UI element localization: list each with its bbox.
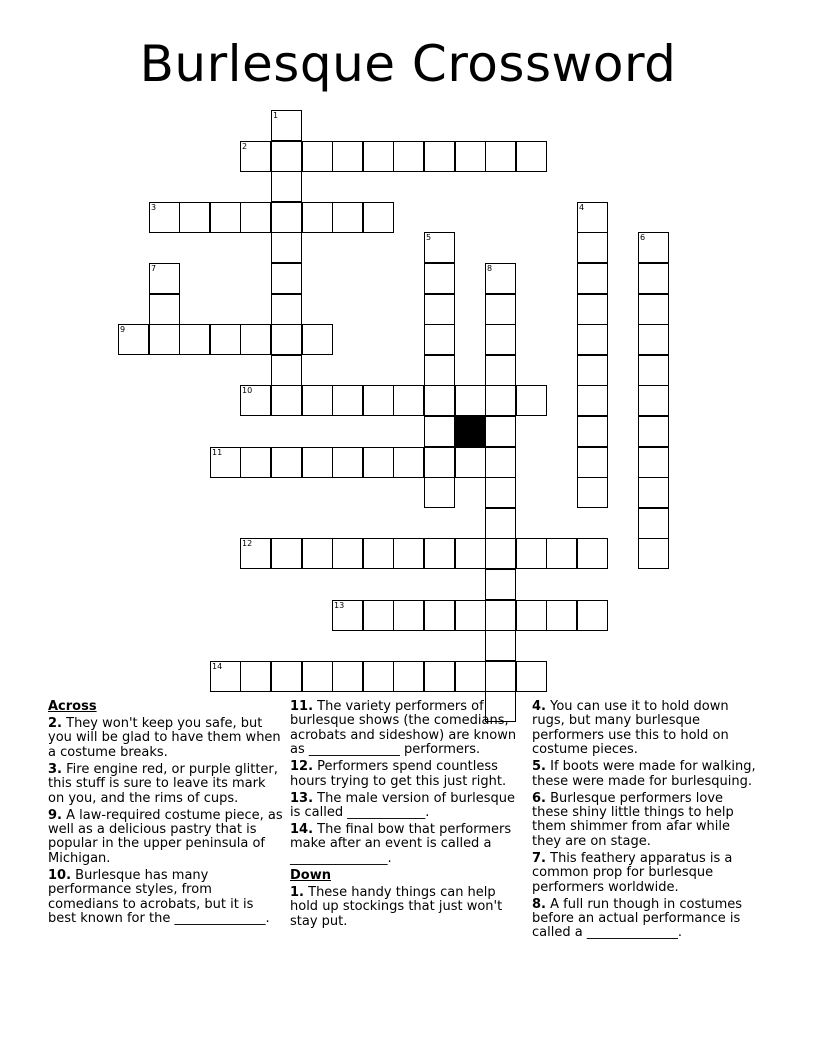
- clue-down-1: 1. These handy things can help hold up stockings that just won't stay put.: [290, 884, 503, 929]
- clue-number: 10: [242, 386, 253, 395]
- grid-cell[interactable]: [485, 508, 516, 539]
- grid-cell[interactable]: [363, 447, 394, 478]
- grid-cell[interactable]: [302, 385, 333, 416]
- grid-cell[interactable]: [363, 202, 394, 233]
- grid-cell[interactable]: [240, 202, 271, 233]
- grid-cell[interactable]: [424, 263, 455, 294]
- grid-cell[interactable]: [363, 538, 394, 569]
- grid-cell[interactable]: [271, 385, 302, 416]
- clue-number: 1: [273, 111, 279, 120]
- grid-cell[interactable]: [118, 324, 149, 355]
- clue-down-8: 8. A full run though in costumes before an actual performance is called a ______________.: [532, 896, 743, 941]
- grid-cell[interactable]: [577, 294, 608, 325]
- grid-cell[interactable]: [302, 661, 333, 692]
- grid-cell[interactable]: [577, 538, 608, 569]
- grid-cell[interactable]: [332, 661, 363, 692]
- grid-cell[interactable]: [240, 538, 271, 569]
- grid-cell[interactable]: [516, 385, 547, 416]
- clue-number: 5: [426, 233, 432, 242]
- grid-cell[interactable]: [271, 324, 302, 355]
- grid-cell[interactable]: [240, 141, 271, 172]
- grid-cell[interactable]: [271, 232, 302, 263]
- grid-cell[interactable]: [393, 600, 424, 631]
- grid-cell[interactable]: [424, 477, 455, 508]
- grid-cell[interactable]: [638, 477, 669, 508]
- grid-cell[interactable]: [210, 324, 241, 355]
- grid-cell[interactable]: [638, 355, 669, 386]
- grid-cell[interactable]: [271, 263, 302, 294]
- grid-cell[interactable]: [424, 600, 455, 631]
- clue-number: 3: [151, 203, 157, 212]
- grid-cell[interactable]: [424, 355, 455, 386]
- grid-cell[interactable]: [485, 661, 516, 692]
- grid-cell[interactable]: [363, 141, 394, 172]
- grid-cell[interactable]: [485, 630, 516, 661]
- grid-cell[interactable]: [393, 141, 424, 172]
- grid-cell[interactable]: [638, 538, 669, 569]
- grid-cell[interactable]: [149, 202, 180, 233]
- clues-column-1: [48, 700, 284, 929]
- grid-cell[interactable]: [302, 447, 333, 478]
- grid-cell[interactable]: [485, 294, 516, 325]
- clue-down-5: 5. If boots were made for walking, these were made for burlesquing.: [532, 759, 756, 789]
- down-heading: Down: [290, 867, 331, 883]
- clue-number: 7: [151, 264, 157, 273]
- clue-across-11: 11. The variety performers of burlesque shows (the comedians, acrobats and sideshow) are known as ______________ performers.: [290, 699, 517, 758]
- grid-cell[interactable]: [240, 385, 271, 416]
- grid-cell[interactable]: [363, 385, 394, 416]
- clue-number: 6: [640, 233, 646, 242]
- grid-cell[interactable]: [149, 263, 180, 294]
- grid-cell[interactable]: [424, 538, 455, 569]
- grid-cell[interactable]: [577, 263, 608, 294]
- grid-cell[interactable]: [485, 416, 516, 447]
- grid-cell[interactable]: [271, 661, 302, 692]
- grid-cell[interactable]: [546, 600, 577, 631]
- grid-cell[interactable]: [455, 447, 486, 478]
- grid-cell[interactable]: [577, 324, 608, 355]
- grid-cell[interactable]: [210, 447, 241, 478]
- clue-number: 11: [212, 448, 223, 457]
- grid-cell[interactable]: [393, 538, 424, 569]
- grid-cell[interactable]: [210, 661, 241, 692]
- grid-cell[interactable]: [424, 385, 455, 416]
- grid-cell[interactable]: [363, 661, 394, 692]
- grid-cell[interactable]: [302, 202, 333, 233]
- grid-cell[interactable]: [455, 661, 486, 692]
- grid-cell[interactable]: [393, 661, 424, 692]
- clue-number: 8: [487, 264, 493, 273]
- grid-cell[interactable]: [302, 538, 333, 569]
- grid-cell[interactable]: [455, 538, 486, 569]
- grid-cell[interactable]: [393, 447, 424, 478]
- grid-cell[interactable]: [577, 416, 608, 447]
- grid-cell[interactable]: [149, 294, 180, 325]
- clue-across-3: 3. Fire engine red, or purple glitter, this stuff is sure to leave its mark on you, and the rims of cups.: [48, 761, 278, 806]
- grid-cell[interactable]: [363, 600, 394, 631]
- grid-cell[interactable]: [332, 385, 363, 416]
- grid-cell[interactable]: [485, 569, 516, 600]
- grid-cell[interactable]: [271, 110, 302, 141]
- grid-cell[interactable]: [638, 385, 669, 416]
- grid-cell[interactable]: [516, 600, 547, 631]
- clue-number: 2: [242, 142, 248, 151]
- grid-cell[interactable]: [240, 661, 271, 692]
- grid-cell[interactable]: [638, 263, 669, 294]
- grid-cell[interactable]: [485, 538, 516, 569]
- clue-down-7: 7. This feathery apparatus is a common prop for burlesque performers worldwide.: [532, 850, 733, 895]
- grid-cell[interactable]: [210, 202, 241, 233]
- grid-cell[interactable]: [638, 447, 669, 478]
- grid-cell[interactable]: [577, 447, 608, 478]
- grid-cell[interactable]: [485, 477, 516, 508]
- grid-cell[interactable]: [485, 385, 516, 416]
- grid-cell[interactable]: [638, 508, 669, 539]
- grid-cell[interactable]: [577, 600, 608, 631]
- grid-cell[interactable]: [577, 202, 608, 233]
- grid-cell[interactable]: [424, 324, 455, 355]
- grid-cell[interactable]: [271, 538, 302, 569]
- grid-cell[interactable]: [485, 324, 516, 355]
- grid-cell[interactable]: [455, 385, 486, 416]
- clue-across-9: 9. A law-required costume piece, as well as a delicious pastry that is popular in the upper peninsula of Michigan.: [48, 807, 283, 866]
- grid-cell[interactable]: [240, 324, 271, 355]
- grid-cell[interactable]: [638, 416, 669, 447]
- clue-across-14: 14. The final bow that performers make after an event is called a _______________.: [290, 822, 512, 866]
- grid-cell[interactable]: [485, 263, 516, 294]
- grid-cell[interactable]: [332, 600, 363, 631]
- grid-cell[interactable]: [485, 600, 516, 631]
- grid-cell[interactable]: [516, 661, 547, 692]
- grid-cell[interactable]: [485, 447, 516, 478]
- grid-cell[interactable]: [424, 294, 455, 325]
- clue-number: 12: [242, 539, 253, 548]
- clue-across-2: 2. They won't keep you safe, but you will be glad to have them when a costume breaks.: [48, 716, 281, 760]
- grid-cell[interactable]: [271, 447, 302, 478]
- clue-down-4: 4. You can use it to hold down rugs, but many burlesque performers use this to hold on costume pieces.: [532, 699, 729, 758]
- grid-cell[interactable]: [516, 538, 547, 569]
- grid-cell[interactable]: [455, 141, 486, 172]
- grid-cell[interactable]: [577, 385, 608, 416]
- grid-cell[interactable]: [455, 600, 486, 631]
- grid-cell[interactable]: [271, 355, 302, 386]
- clue-number: 14: [212, 662, 223, 671]
- grid-cell[interactable]: [179, 324, 210, 355]
- grid-cell[interactable]: [271, 141, 302, 172]
- clue-down-6: 6. Burlesque performers love these shiny little things to help them shimmer from afar while they are on stage.: [532, 790, 734, 849]
- grid-cell[interactable]: [332, 141, 363, 172]
- grid-cell[interactable]: [546, 538, 577, 569]
- clue-across-12: 12. Performers spend countless hours trying to get this just right.: [290, 759, 507, 789]
- grid-cell[interactable]: [393, 385, 424, 416]
- black-cell: [455, 416, 486, 447]
- grid-cell[interactable]: [332, 202, 363, 233]
- clues-column-3: [532, 700, 758, 943]
- grid-cell[interactable]: [424, 447, 455, 478]
- clue-number: 4: [579, 203, 585, 212]
- grid-cell[interactable]: [424, 661, 455, 692]
- clue-across-13: 13. The male version of burlesque is called ____________.: [290, 790, 515, 821]
- grid-cell[interactable]: [424, 232, 455, 263]
- grid-cell[interactable]: [240, 447, 271, 478]
- grid-cell[interactable]: [485, 141, 516, 172]
- grid-cell[interactable]: [179, 202, 210, 233]
- grid-cell[interactable]: [424, 141, 455, 172]
- across-heading: Across: [48, 699, 97, 714]
- grid-cell[interactable]: [332, 447, 363, 478]
- grid-cell[interactable]: [577, 232, 608, 263]
- grid-cell[interactable]: [638, 232, 669, 263]
- grid-cell[interactable]: [577, 355, 608, 386]
- grid-cell[interactable]: [302, 324, 333, 355]
- grid-cell[interactable]: [424, 416, 455, 447]
- grid-cell[interactable]: [638, 294, 669, 325]
- clue-number: 13: [334, 601, 345, 610]
- grid-cell[interactable]: [271, 294, 302, 325]
- grid-cell[interactable]: [271, 171, 302, 202]
- grid-cell[interactable]: [638, 324, 669, 355]
- clues-column-2: [290, 700, 520, 932]
- grid-cell[interactable]: [516, 141, 547, 172]
- page-title: Burlesque Crossword: [139, 35, 677, 93]
- clue-across-10: 10. Burlesque has many performance styles, from comedians to acrobats, but it is best known for the ______________.: [48, 867, 270, 927]
- grid-cell[interactable]: [302, 141, 333, 172]
- grid-cell[interactable]: [149, 324, 180, 355]
- grid-cell[interactable]: [332, 538, 363, 569]
- clue-number: 9: [120, 325, 126, 334]
- grid-cell[interactable]: [485, 355, 516, 386]
- grid-cell[interactable]: [271, 202, 302, 233]
- grid-cell[interactable]: [577, 477, 608, 508]
